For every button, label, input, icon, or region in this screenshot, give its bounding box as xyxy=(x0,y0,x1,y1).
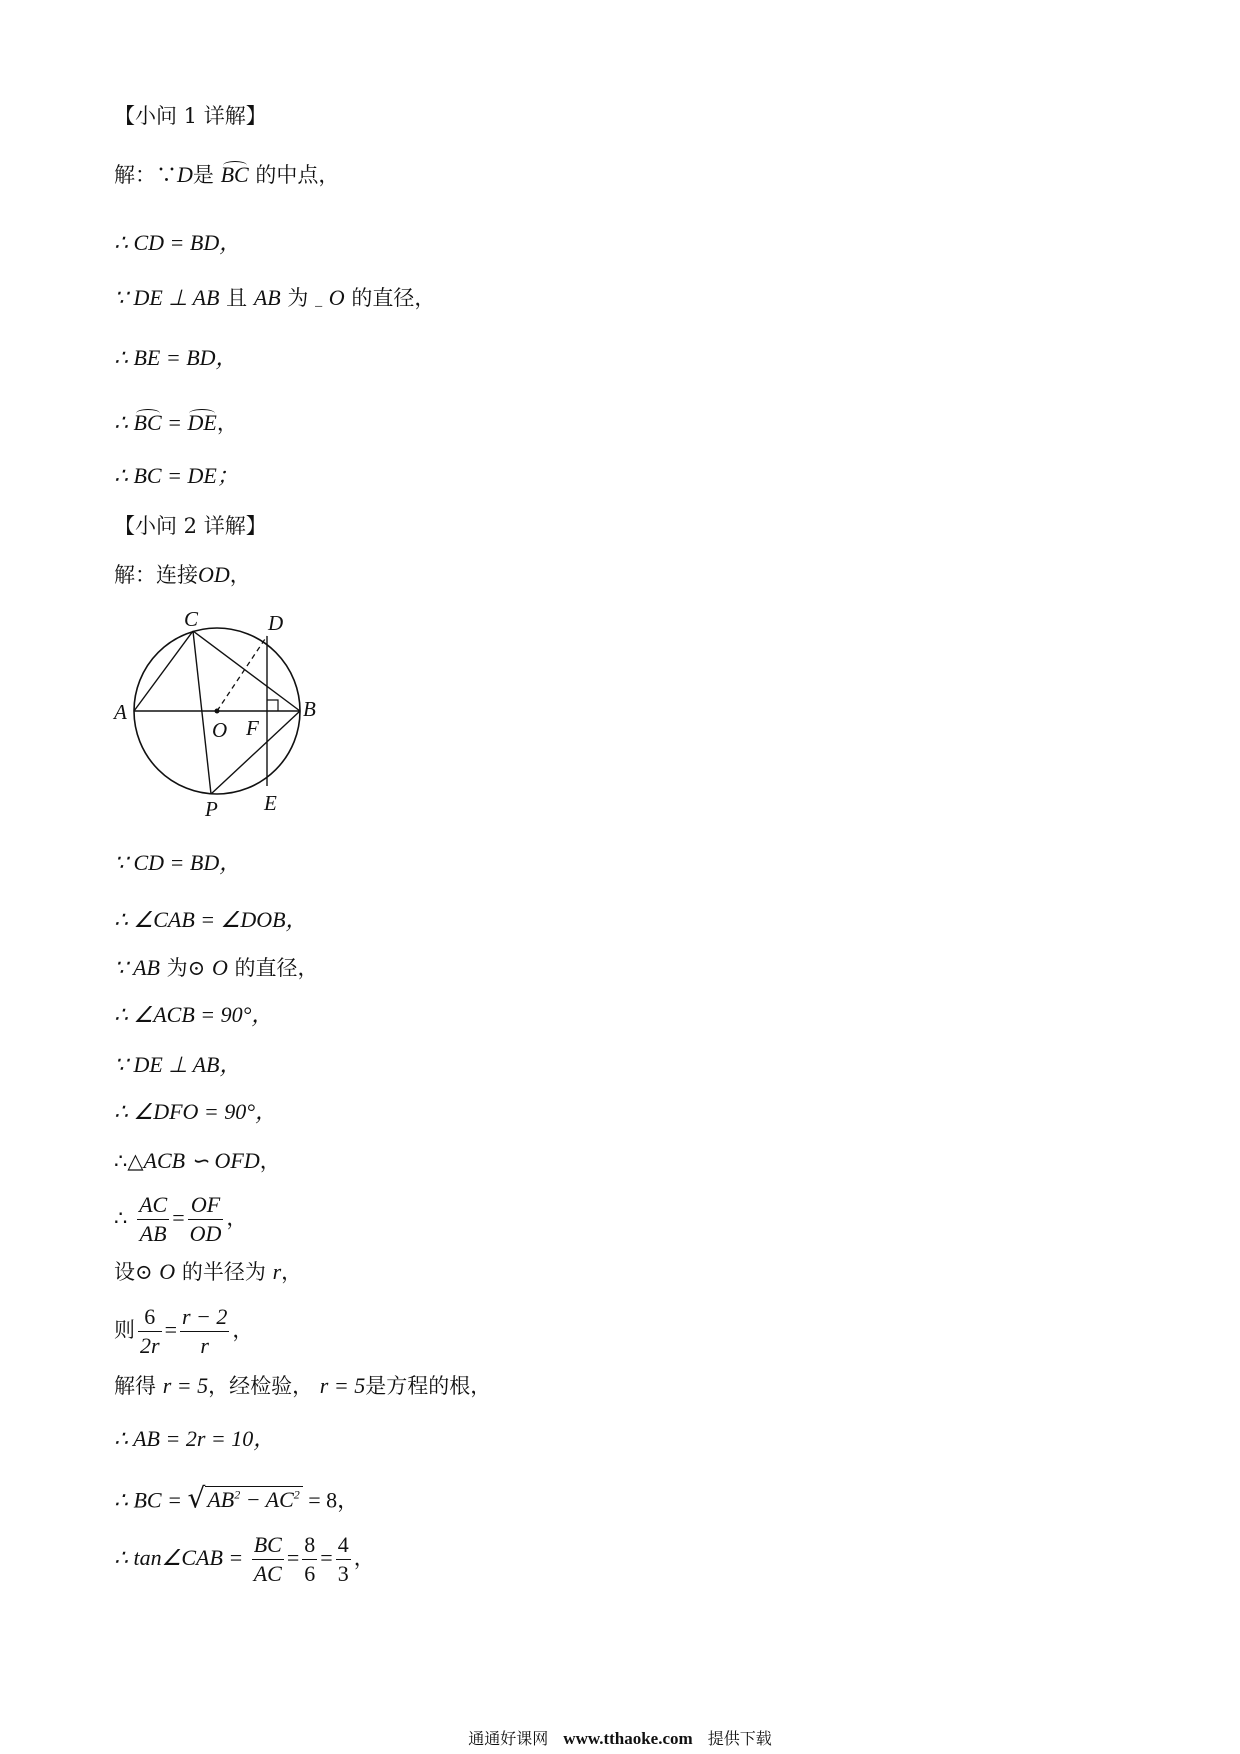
equals: = xyxy=(172,1205,185,1230)
math: r = 5 xyxy=(162,1373,209,1398)
text: 是方程的根， xyxy=(365,1374,492,1398)
exponent: 2 xyxy=(293,1488,300,1502)
text: 为⊙ xyxy=(166,956,206,980)
numerator: AC xyxy=(137,1191,169,1220)
math: ∴ BC = xyxy=(114,1487,188,1513)
math: O xyxy=(159,1259,176,1284)
q2-line-3 xyxy=(114,905,308,935)
numerator: OF xyxy=(188,1191,224,1220)
footer-download-text: 提供下载 xyxy=(707,1729,772,1748)
text: ， xyxy=(229,563,251,587)
square-root xyxy=(187,1480,302,1515)
numerator: 6 xyxy=(138,1303,162,1332)
text: 且 xyxy=(226,286,248,310)
exponent: 2 xyxy=(234,1488,241,1502)
center-dot xyxy=(215,709,220,714)
denominator: OD xyxy=(189,1221,222,1246)
text: ， xyxy=(259,1149,281,1173)
math: ∴ xyxy=(114,410,134,435)
page-footer xyxy=(0,1726,1240,1749)
q1-line-1 xyxy=(114,160,339,190)
math: O xyxy=(211,955,228,980)
math: ∴ CD = BD， xyxy=(114,230,242,255)
text: ， xyxy=(216,411,238,435)
text: ，经检验， xyxy=(208,1374,314,1398)
q2-line-7 xyxy=(114,1097,277,1127)
denominator: AB xyxy=(139,1221,167,1246)
text: ， xyxy=(226,1206,248,1230)
fraction-BC-AC xyxy=(252,1531,284,1588)
q1-line-5 xyxy=(114,408,238,438)
math: = 8， xyxy=(302,1487,360,1513)
math: O xyxy=(328,285,345,310)
q2-line-1 xyxy=(114,560,251,590)
text: 的直径， xyxy=(234,956,319,980)
footer-site-name: 通通好课网 xyxy=(468,1729,549,1748)
radicand xyxy=(205,1486,302,1512)
label-O: O xyxy=(212,718,228,742)
math: AB xyxy=(253,285,281,310)
q2-heading: 【小问 2 详解】 xyxy=(114,514,267,538)
q2-line-12 xyxy=(114,1371,491,1401)
math: = xyxy=(161,410,188,435)
text: 的中点， xyxy=(255,163,340,187)
q1-heading: 【小问 1 详解】 xyxy=(114,104,267,128)
q2-line-14 xyxy=(114,1480,359,1515)
math: ∴ BC = DE； xyxy=(114,463,239,488)
segment-CP xyxy=(193,631,211,794)
denominator: AC xyxy=(253,1561,282,1586)
segment-CB xyxy=(193,631,300,711)
label-F: F xyxy=(246,716,259,740)
text: 是 xyxy=(192,163,214,187)
math: ACB ∽ OFD xyxy=(143,1148,260,1173)
arc-BC: BC xyxy=(221,160,249,190)
label-C: C xyxy=(184,607,199,631)
math: − AC xyxy=(240,1487,294,1513)
denominator: r xyxy=(200,1333,209,1358)
math: OD xyxy=(198,562,230,587)
q2-line-9 xyxy=(114,1188,247,1248)
math: ∵ DE ⊥ AB， xyxy=(114,1052,242,1077)
q1-line-2 xyxy=(114,228,241,258)
q2-line-13 xyxy=(114,1424,275,1454)
math: ∵ AB xyxy=(114,955,160,980)
math: ∴ ∠DFO = 90°， xyxy=(114,1099,278,1124)
math: ∴ AB = 2r = 10， xyxy=(114,1426,276,1451)
radical-sign: √ xyxy=(187,1481,206,1515)
label-B: B xyxy=(303,697,316,721)
math: r = 5 xyxy=(319,1373,366,1398)
label-P: P xyxy=(205,797,218,821)
math: ∴ ∠CAB = ∠DOB， xyxy=(114,907,308,932)
text: ， xyxy=(281,1260,303,1284)
label-E: E xyxy=(264,791,277,815)
denominator: 6 xyxy=(304,1561,316,1586)
footer-url[interactable]: www.tthaoke.com xyxy=(563,1729,693,1748)
q1-line-3: ∵ DE ⊥ AB 且 AB 为 _ O 的直径， xyxy=(114,285,436,310)
segment-AC xyxy=(134,631,193,711)
math: ∴ tan∠CAB = xyxy=(114,1545,249,1570)
text: 则 xyxy=(114,1318,135,1342)
q2-line-6 xyxy=(114,1050,241,1080)
fraction-AC-AB xyxy=(137,1191,169,1248)
dashed-OD xyxy=(217,636,267,711)
fraction-6-2r xyxy=(138,1303,162,1360)
text: ， xyxy=(353,1546,375,1570)
fraction-8-6 xyxy=(302,1531,317,1588)
numerator: 4 xyxy=(336,1531,351,1560)
text: 解得 xyxy=(114,1374,156,1398)
math: r xyxy=(272,1259,282,1284)
label-A: A xyxy=(114,700,127,724)
fraction-r-2-r xyxy=(180,1303,229,1360)
math: ∴ BE = BD， xyxy=(114,345,238,370)
math: D xyxy=(177,162,193,187)
geometry-figure xyxy=(108,606,338,825)
q2-line-15 xyxy=(114,1528,375,1588)
equals: = xyxy=(320,1545,333,1570)
fraction-OF-OD xyxy=(188,1191,224,1248)
text: ， xyxy=(232,1318,254,1342)
q1-line-4 xyxy=(114,343,238,373)
q2-line-4 xyxy=(114,953,319,983)
equals: = xyxy=(286,1545,300,1570)
text: 的半径为 xyxy=(181,1260,266,1284)
math: ∴ ∠ACB = 90°， xyxy=(114,1002,274,1027)
math: AB xyxy=(207,1487,235,1513)
text: ∴ xyxy=(114,1206,128,1230)
equals: = xyxy=(164,1317,177,1342)
text: 设⊙ xyxy=(114,1260,153,1284)
text: 的直径， xyxy=(351,286,436,310)
text: 解：∵ xyxy=(114,163,177,187)
math: ∵ CD = BD， xyxy=(114,850,242,875)
text: 为 xyxy=(287,286,309,310)
label-D: D xyxy=(268,611,284,635)
fraction-4-3 xyxy=(336,1531,351,1588)
denominator: 3 xyxy=(337,1561,349,1586)
q1-line-6 xyxy=(114,461,239,491)
q2-line-8 xyxy=(114,1146,281,1176)
q2-line-11 xyxy=(114,1300,253,1360)
arc-DE: DE xyxy=(187,408,216,438)
q2-line-2 xyxy=(114,848,241,878)
text: 解：连接 xyxy=(114,563,198,587)
right-angle-mark xyxy=(267,700,278,711)
q2-line-5 xyxy=(114,1000,273,1030)
denominator: 2r xyxy=(140,1333,160,1358)
text: ∴△ xyxy=(114,1149,144,1173)
q2-line-10 xyxy=(114,1257,302,1287)
numerator: 8 xyxy=(302,1531,317,1560)
math: ∵ DE ⊥ AB xyxy=(114,285,220,310)
arc-BC: BC xyxy=(134,408,162,438)
numerator: r − 2 xyxy=(180,1303,229,1332)
numerator: BC xyxy=(252,1531,284,1560)
